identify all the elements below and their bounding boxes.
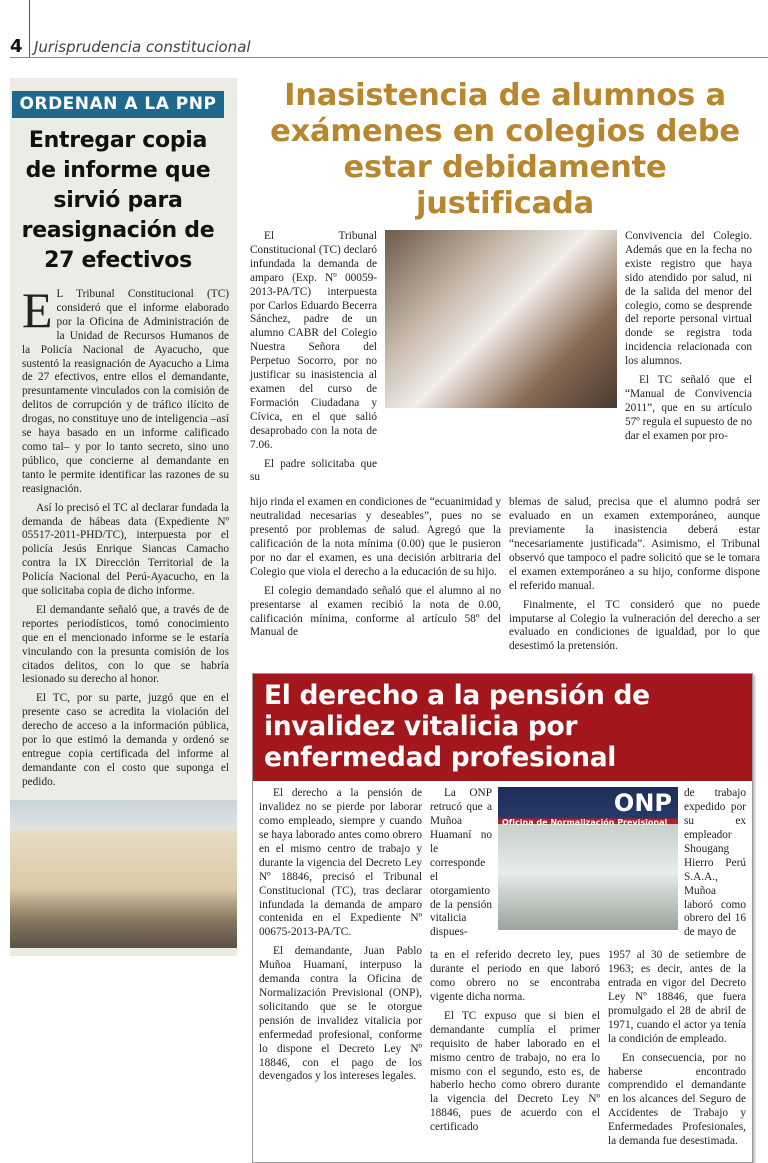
paragraph: La ONP retrucó que a Muñoa Huamaní no le corresponde el otorgamiento de la pensión vitalicia dispues- <box>430 787 492 939</box>
article-column <box>259 787 422 1154</box>
article-column <box>250 230 377 490</box>
paragraph: En consecuencia, por no haberse encontrado comprendido el demandante en los alcances del Seguro de Accidentes de Trabajo y Enfermedades Profesionales, la demanda fue desestimada. <box>608 1051 746 1148</box>
paragraph: Así lo precisó el TC al declarar fundada la demanda de hábeas data (Expediente Nº 05517-2011-PHD/TC), interpuesta por el policía Jesús Enrique Siancas Camacho contra la IX Dirección Territorial de la Policía Nacional del Perú-Ayacucho, en la que solicitaba copia de dicho informe. <box>22 501 229 598</box>
middle-bottom-row <box>430 949 746 1154</box>
paragraph: El demandante, Juan Pablo Muñoa Huamaní, interpuso la demanda contra la Oficina de Normalización Previsional (ONP), solicitando que se le otorgue pensión de invalidez vitalicia por enfermedad profesional, conforme lo dispone el Decreto Ley Nº 18846, con el pago de los devengados y los intereses legales. <box>259 945 422 1083</box>
paragraph: ta en el referido decreto ley, pues durante el periodo en que laboró como obrero no se encontraba vigente dicha norma. <box>430 949 600 1003</box>
building-photo <box>10 800 237 948</box>
paragraph: L Tribunal Constitucional (TC) consideró que el informe elaborado por la Oficina de Administración de la Unidad de Recursos Humanos de la Policía Nacional de Ayacucho, que sustentó la reasignación de Ayacucho a Lima de 27 efectivos, entre ellos el demandante, presuntamente vinculados con la comisión de delitos de corrupción y de tráfico ilícito de drogas, no constituye uno de inteligencia –así se haya basado en un informe calificado como tal– y por lo tanto secreto, sino uno público, que concierne al demandante en tanto le permite identificar las razones de su reasignación. <box>22 288 229 495</box>
paragraph: Convivencia del Colegio. Además que en la fecha no existe registro que haya sido atendido por salud, ni de la salida del menor del colegio, como se desprende del reporte personal virtual donde se registra toda incidencia relacionada con los alumnos. <box>625 230 752 368</box>
paragraph: El Tribunal Constitucional (TC) declaró infundada la demanda de amparo (Exp. Nº 00059-2013-PA/TC) interpuesta por Carlos Eduardo Becerra Sánchez, padre de un alumno CABR del Colegio Nuestra Señora del Perpetuo Socorro, por no justificar su inasistencia al examen del curso de Formación Ciudadana y Cívica, en el que salió desaprobado con la nota de 7.06. <box>250 230 377 451</box>
article-column <box>250 496 501 659</box>
paragraph: El TC expuso que si bien el demandante cumplía el primer requisito de haber laborado en el mismo centro de trabajo, no era lo mismo con el segundo, esto es, de haberlo hecho como obrero durante la vigencia del Decreto Ley Nº 18846, pues de acuerdo con el certificado <box>430 1009 600 1134</box>
article-top-row <box>250 230 760 490</box>
header-rule <box>10 57 768 58</box>
sidebar-box <box>10 78 237 956</box>
pension-article-box <box>252 673 753 1163</box>
article-column <box>684 787 746 945</box>
article-bottom-row <box>250 496 760 659</box>
right-content <box>250 78 760 1163</box>
sidebar-body <box>16 282 231 790</box>
paragraph: El TC, por su parte, juzgó que en el presente caso se acredita la violación del derecho de acceso a la información pública, por lo que estimó la demanda y ordenó se entregue copia certificada del informe al demandante con el costo que suponga el pedido. <box>22 692 229 788</box>
article-column <box>625 230 752 490</box>
paragraph: El demandante señaló que, a través de de reportes periodísticos, tomó conocimiento que en el mencionado informe se le estaría vinculando con la presunta comisión de los citados delitos, con lo que se habría lesionado su derecho al honor. <box>22 603 229 686</box>
header-divider <box>29 0 30 58</box>
sidebar-kicker: ORDENAN A LA PNP <box>12 91 224 118</box>
paragraph: El derecho a la pensión de invalidez no se pierde por laborar como empleado, siempre y cuando se haya laborado antes como obrero en el mismo centro de trabajo y durante la vigencia del Decreto Ley Nº 18846, precisó el Tribunal Constitucional (TC), tras declarar infundada la demanda de amparo contenida en el Expediente Nº 00675-2013-PA/TC. <box>259 787 422 939</box>
article-column <box>430 787 492 945</box>
article-middle <box>430 787 746 1154</box>
article-headline: Inasistencia de alumnos a exámenes en colegios debe estar debidamente justificada <box>270 78 740 221</box>
middle-top-row <box>430 787 746 945</box>
article-column <box>608 949 746 1154</box>
drop-cap: E <box>22 282 53 338</box>
onp-office-photo <box>498 787 678 930</box>
paragraph: El colegio demandado señaló que el alumno al no presentarse al examen recibió la nota de 0.00, calificación mínima, conforme al artículo 58º del Manual de <box>250 584 501 639</box>
paragraph: hijo rinda el examen en condiciones de “ecuanimidad y neutralidad necesarias y deseables”, pues no se presentó por problemas de salud. Agregó que la calificación de la nota mínima (0.00) que le pusieron por no dar el examen, es una decisión arbitraria del Colegio que viola el derecho a la educación de su hijo. <box>250 496 501 578</box>
article-column <box>509 496 760 659</box>
paragraph: de trabajo expedido por su ex empleador Shougang Hierro Perú S.A.A., Muñoa laboró como obrero del 16 de mayo de <box>684 787 746 939</box>
pension-headline: El derecho a la pensión de invalidez vitalicia por enfermedad profesional <box>264 680 650 774</box>
paragraph: 1957 al 30 de setiembre de 1963; es decir, antes de la entrada en vigor del Decreto Ley Nº 18846, que fuera promulgado el 28 de abril de 1971, cuando el actor ya tenía la condición de empleado. <box>608 949 746 1045</box>
paragraph: El padre solicitaba que su <box>250 457 377 484</box>
section-title: Jurisprudencia constitucional <box>34 38 251 56</box>
paragraph: El TC señaló que el “Manual de Convivencia 2011”, que en su artículo 57º regula el supuesto de no dar el examen por pro- <box>625 374 752 442</box>
paragraph: Finalmente, el TC consideró que no puede imputarse al Colegio la vulneración del derecho a ser evaluado en condiciones de igualdad, por lo que desestimó la pretensión. <box>509 598 760 653</box>
paragraph: blemas de salud, precisa que el alumno podrá ser evaluado en un examen extemporáneo, aunque previamente la inasistencia deberá estar “necesariamente justificada”. Asimismo, el Tribunal observó que tampoco el padre solicitó que se le tomara el examen extemporáneo a su hijo, conforme dispone el referido manual. <box>509 496 760 592</box>
sidebar-headline: Entregar copia de informe que sirvió para reasignación de 27 efectivos <box>21 128 215 273</box>
article-column <box>430 949 600 1154</box>
students-exam-photo <box>385 230 617 408</box>
page-number: 4 <box>10 36 23 57</box>
onp-sign-text: Oficina de Normalización Previsional <box>502 818 668 828</box>
headline-banner <box>253 674 752 781</box>
pension-article-body <box>253 781 752 1162</box>
onp-logo: ONP <box>613 789 672 818</box>
